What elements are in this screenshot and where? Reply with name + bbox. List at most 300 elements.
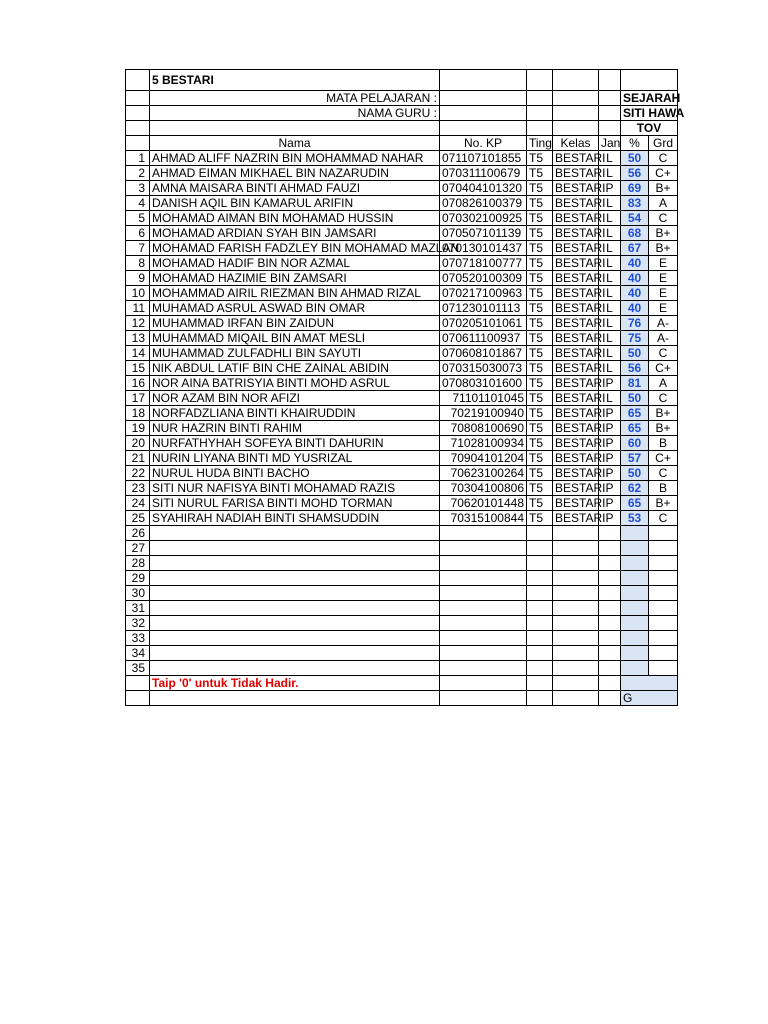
student-percent[interactable]: 65 bbox=[621, 496, 649, 511]
student-jantina[interactable]: P bbox=[599, 406, 621, 421]
student-jantina[interactable]: P bbox=[599, 451, 621, 466]
student-name[interactable]: SITI NURUL FARISA BINTI MOHD TORMAN bbox=[150, 496, 440, 511]
student-kp[interactable]: 070803101600 bbox=[440, 376, 527, 391]
student-kp[interactable]: 070718100777 bbox=[440, 256, 527, 271]
percent-cell[interactable] bbox=[621, 526, 649, 541]
student-kelas[interactable]: BESTARI bbox=[553, 406, 599, 421]
student-kp[interactable]: 070404101320 bbox=[440, 181, 527, 196]
student-name[interactable]: MUHAMMAD ZULFADHLI BIN SAYUTI bbox=[150, 346, 440, 361]
teacher-value[interactable]: SITI HAWA bbox=[621, 106, 678, 121]
student-jantina[interactable]: L bbox=[599, 166, 621, 181]
percent-cell[interactable] bbox=[621, 646, 649, 661]
student-percent[interactable]: 40 bbox=[621, 286, 649, 301]
cell[interactable] bbox=[599, 70, 621, 91]
student-jantina[interactable]: L bbox=[599, 211, 621, 226]
student-kp[interactable]: 070315030073 bbox=[440, 361, 527, 376]
cell[interactable] bbox=[553, 646, 599, 661]
student-name[interactable]: AHMAD EIMAN MIKHAEL BIN NAZARUDIN bbox=[150, 166, 440, 181]
student-percent[interactable]: 60 bbox=[621, 436, 649, 451]
student-name[interactable]: MOHAMAD HAZIMIE BIN ZAMSARI bbox=[150, 271, 440, 286]
student-jantina[interactable]: L bbox=[599, 196, 621, 211]
student-ting[interactable]: T5 bbox=[527, 346, 553, 361]
student-percent[interactable]: 50 bbox=[621, 391, 649, 406]
student-jantina[interactable]: L bbox=[599, 391, 621, 406]
cell[interactable] bbox=[599, 106, 621, 121]
student-name[interactable]: NURFATHYHAH SOFEYA BINTI DAHURIN bbox=[150, 436, 440, 451]
student-jantina[interactable]: L bbox=[599, 286, 621, 301]
student-grade[interactable]: B+ bbox=[649, 181, 678, 196]
percent-cell[interactable] bbox=[621, 601, 649, 616]
class-title[interactable]: 5 BESTARI bbox=[150, 70, 440, 91]
cell[interactable] bbox=[150, 571, 440, 586]
student-grade[interactable]: C+ bbox=[649, 361, 678, 376]
cell[interactable] bbox=[440, 91, 527, 106]
student-kelas[interactable]: BESTARI bbox=[553, 196, 599, 211]
student-kelas[interactable]: BESTARI bbox=[553, 376, 599, 391]
student-jantina[interactable]: P bbox=[599, 496, 621, 511]
student-percent[interactable]: 50 bbox=[621, 151, 649, 166]
grade-cell[interactable] bbox=[649, 571, 678, 586]
cell[interactable] bbox=[440, 106, 527, 121]
cell[interactable] bbox=[553, 541, 599, 556]
cell[interactable] bbox=[527, 616, 553, 631]
student-grade[interactable]: B bbox=[649, 436, 678, 451]
student-percent[interactable]: 56 bbox=[621, 166, 649, 181]
percent-cell[interactable] bbox=[621, 541, 649, 556]
cell[interactable] bbox=[440, 676, 527, 691]
student-grade[interactable]: B+ bbox=[649, 421, 678, 436]
row-number: 6 bbox=[126, 226, 150, 241]
row-number: 30 bbox=[126, 586, 150, 601]
student-percent[interactable]: 75 bbox=[621, 331, 649, 346]
student-kelas[interactable]: BESTARI bbox=[553, 241, 599, 256]
student-name[interactable]: SYAHIRAH NADIAH BINTI SHAMSUDDIN bbox=[150, 511, 440, 526]
student-name[interactable]: MOHAMAD ARDIAN SYAH BIN JAMSARI bbox=[150, 226, 440, 241]
cell[interactable] bbox=[527, 646, 553, 661]
student-kp[interactable]: 71028100934 bbox=[440, 436, 527, 451]
student-kp[interactable]: 070217100963 bbox=[440, 286, 527, 301]
student-grade[interactable]: B bbox=[649, 481, 678, 496]
student-percent[interactable]: 67 bbox=[621, 241, 649, 256]
cell[interactable] bbox=[150, 556, 440, 571]
cell[interactable] bbox=[599, 616, 621, 631]
row-number: 2 bbox=[126, 166, 150, 181]
student-kp[interactable]: 70219100940 bbox=[440, 406, 527, 421]
student-jantina[interactable]: L bbox=[599, 271, 621, 286]
percent-cell[interactable] bbox=[621, 616, 649, 631]
student-kp[interactable]: 070520100309 bbox=[440, 271, 527, 286]
student-name[interactable]: NIK ABDUL LATIF BIN CHE ZAINAL ABIDIN bbox=[150, 361, 440, 376]
student-percent[interactable]: 57 bbox=[621, 451, 649, 466]
cell[interactable] bbox=[440, 616, 527, 631]
student-kp[interactable]: 070826100379 bbox=[440, 196, 527, 211]
percent-cell[interactable] bbox=[621, 661, 649, 676]
student-grade[interactable]: E bbox=[649, 301, 678, 316]
cell[interactable] bbox=[553, 616, 599, 631]
table-row bbox=[126, 241, 678, 256]
student-percent[interactable]: 65 bbox=[621, 421, 649, 436]
student-name[interactable]: AHMAD ALIFF NAZRIN BIN MOHAMMAD NAHAR bbox=[150, 151, 440, 166]
footer-row bbox=[126, 691, 678, 706]
mata-pelajaran-label: MATA PELAJARAN : bbox=[150, 91, 440, 106]
student-name[interactable]: MUHAMAD ASRUL ASWAD BIN OMAR bbox=[150, 301, 440, 316]
student-percent[interactable]: 50 bbox=[621, 466, 649, 481]
student-grade[interactable]: B+ bbox=[649, 226, 678, 241]
cell[interactable] bbox=[440, 526, 527, 541]
row-number: 35 bbox=[126, 661, 150, 676]
student-kelas[interactable]: BESTARI bbox=[553, 451, 599, 466]
student-ting[interactable]: T5 bbox=[527, 166, 553, 181]
grade-cell[interactable] bbox=[649, 616, 678, 631]
student-kelas[interactable]: BESTARI bbox=[553, 331, 599, 346]
cell[interactable] bbox=[150, 616, 440, 631]
student-ting[interactable]: T5 bbox=[527, 301, 553, 316]
student-kp[interactable]: 70620101448 bbox=[440, 496, 527, 511]
cell[interactable] bbox=[599, 526, 621, 541]
cell[interactable] bbox=[553, 601, 599, 616]
student-kp[interactable]: 071107101855 bbox=[440, 151, 527, 166]
student-jantina[interactable]: L bbox=[599, 301, 621, 316]
student-ting[interactable]: T5 bbox=[527, 316, 553, 331]
cell[interactable] bbox=[553, 661, 599, 676]
cell[interactable] bbox=[527, 541, 553, 556]
student-kelas[interactable]: BESTARI bbox=[553, 301, 599, 316]
percent-cell[interactable] bbox=[621, 631, 649, 646]
student-jantina[interactable]: P bbox=[599, 376, 621, 391]
cell[interactable] bbox=[527, 571, 553, 586]
student-kp[interactable]: 70623100264 bbox=[440, 466, 527, 481]
student-grade[interactable]: C bbox=[649, 511, 678, 526]
cell[interactable] bbox=[150, 541, 440, 556]
grade-cell[interactable] bbox=[649, 631, 678, 646]
student-ting[interactable]: T5 bbox=[527, 211, 553, 226]
grade-cell[interactable] bbox=[649, 556, 678, 571]
cell[interactable] bbox=[527, 121, 553, 136]
cell[interactable] bbox=[553, 631, 599, 646]
student-kelas[interactable]: BESTARI bbox=[553, 481, 599, 496]
cell[interactable] bbox=[553, 676, 599, 691]
student-grade[interactable]: B+ bbox=[649, 241, 678, 256]
grade-cell[interactable] bbox=[649, 586, 678, 601]
cell[interactable] bbox=[126, 691, 150, 706]
cell[interactable] bbox=[440, 586, 527, 601]
grade-cell[interactable] bbox=[649, 601, 678, 616]
student-name[interactable]: NORFADZLIANA BINTI KHAIRUDDIN bbox=[150, 406, 440, 421]
cell[interactable] bbox=[150, 691, 440, 706]
student-kelas[interactable]: BESTARI bbox=[553, 151, 599, 166]
table-row bbox=[126, 181, 678, 196]
student-ting[interactable]: T5 bbox=[527, 481, 553, 496]
student-ting[interactable]: T5 bbox=[527, 151, 553, 166]
cell[interactable] bbox=[599, 676, 621, 691]
student-percent[interactable]: 81 bbox=[621, 376, 649, 391]
student-kelas[interactable]: BESTARI bbox=[553, 166, 599, 181]
student-percent[interactable]: 68 bbox=[621, 226, 649, 241]
cell[interactable] bbox=[126, 70, 150, 91]
cell[interactable] bbox=[553, 70, 599, 91]
student-kelas[interactable]: BESTARI bbox=[553, 436, 599, 451]
student-ting[interactable]: T5 bbox=[527, 271, 553, 286]
student-kp[interactable]: 70315100844 bbox=[440, 511, 527, 526]
student-jantina[interactable]: P bbox=[599, 421, 621, 436]
cell[interactable] bbox=[527, 106, 553, 121]
student-kp[interactable]: 070611100937 bbox=[440, 331, 527, 346]
student-grade[interactable]: C bbox=[649, 346, 678, 361]
student-grade[interactable]: C bbox=[649, 211, 678, 226]
student-grade[interactable]: C bbox=[649, 151, 678, 166]
cell[interactable] bbox=[150, 526, 440, 541]
student-grade[interactable]: C+ bbox=[649, 166, 678, 181]
student-jantina[interactable]: P bbox=[599, 436, 621, 451]
student-ting[interactable]: T5 bbox=[527, 376, 553, 391]
cell[interactable] bbox=[527, 676, 553, 691]
table-row bbox=[126, 346, 678, 361]
student-name[interactable]: DANISH AQIL BIN KAMARUL ARIFIN bbox=[150, 196, 440, 211]
student-kp[interactable]: 070205101061 bbox=[440, 316, 527, 331]
student-jantina[interactable]: L bbox=[599, 256, 621, 271]
student-jantina[interactable]: L bbox=[599, 346, 621, 361]
grade-cell[interactable] bbox=[649, 541, 678, 556]
student-kp[interactable]: 70304100806 bbox=[440, 481, 527, 496]
student-name[interactable]: MOHAMAD AIMAN BIN MOHAMAD HUSSIN bbox=[150, 211, 440, 226]
student-kelas[interactable]: BESTARI bbox=[553, 466, 599, 481]
student-jantina[interactable]: L bbox=[599, 316, 621, 331]
student-ting[interactable]: T5 bbox=[527, 511, 553, 526]
student-kelas[interactable]: BESTARI bbox=[553, 391, 599, 406]
student-ting[interactable]: T5 bbox=[527, 256, 553, 271]
student-jantina[interactable]: P bbox=[599, 481, 621, 496]
cell[interactable] bbox=[599, 571, 621, 586]
student-name[interactable]: MOHAMAD HADIF BIN NOR AZMAL bbox=[150, 256, 440, 271]
student-name[interactable]: NOR AZAM BIN NOR AFIZI bbox=[150, 391, 440, 406]
cell[interactable] bbox=[599, 91, 621, 106]
student-percent[interactable]: 53 bbox=[621, 511, 649, 526]
student-kelas[interactable]: BESTARI bbox=[553, 361, 599, 376]
cell[interactable] bbox=[553, 691, 599, 706]
cell[interactable] bbox=[126, 91, 150, 106]
grade-cell[interactable] bbox=[649, 661, 678, 676]
student-percent[interactable]: 76 bbox=[621, 316, 649, 331]
student-grade[interactable]: A- bbox=[649, 316, 678, 331]
absent-note: Taip '0' untuk Tidak Hadir. bbox=[150, 676, 440, 691]
cell[interactable] bbox=[126, 106, 150, 121]
student-grade[interactable]: E bbox=[649, 286, 678, 301]
student-kp[interactable]: 070130101437 bbox=[440, 241, 527, 256]
student-jantina[interactable]: L bbox=[599, 151, 621, 166]
row-number: 20 bbox=[126, 436, 150, 451]
cell[interactable] bbox=[150, 121, 440, 136]
student-kp[interactable]: 071230101113 bbox=[440, 301, 527, 316]
student-kp[interactable]: 070311100679 bbox=[440, 166, 527, 181]
student-kelas[interactable]: BESTARI bbox=[553, 181, 599, 196]
table-row bbox=[126, 376, 678, 391]
student-percent[interactable]: 62 bbox=[621, 481, 649, 496]
cell[interactable] bbox=[599, 556, 621, 571]
cell[interactable] bbox=[150, 661, 440, 676]
cell[interactable] bbox=[440, 121, 527, 136]
student-name[interactable]: NURUL HUDA BINTI BACHO bbox=[150, 466, 440, 481]
student-ting[interactable]: T5 bbox=[527, 406, 553, 421]
cell[interactable] bbox=[599, 541, 621, 556]
cell[interactable] bbox=[553, 556, 599, 571]
cell[interactable] bbox=[150, 586, 440, 601]
student-ting[interactable]: T5 bbox=[527, 226, 553, 241]
tov-label: TOV bbox=[621, 121, 678, 136]
student-name[interactable]: NOR AINA BATRISYIA BINTI MOHD ASRUL bbox=[150, 376, 440, 391]
student-percent[interactable]: 56 bbox=[621, 361, 649, 376]
student-percent[interactable]: 83 bbox=[621, 196, 649, 211]
cell[interactable] bbox=[527, 526, 553, 541]
cell[interactable] bbox=[440, 571, 527, 586]
cell[interactable] bbox=[527, 556, 553, 571]
student-percent[interactable]: 40 bbox=[621, 301, 649, 316]
cell[interactable] bbox=[599, 631, 621, 646]
student-name[interactable]: AMNA MAISARA BINTI AHMAD FAUZI bbox=[150, 181, 440, 196]
student-name[interactable]: NURIN LIYANA BINTI MD YUSRIZAL bbox=[150, 451, 440, 466]
cell[interactable] bbox=[527, 70, 553, 91]
cell[interactable] bbox=[553, 526, 599, 541]
student-grade[interactable]: C+ bbox=[649, 451, 678, 466]
student-kelas[interactable]: BESTARI bbox=[553, 421, 599, 436]
cell[interactable] bbox=[527, 691, 553, 706]
cell[interactable] bbox=[440, 541, 527, 556]
student-jantina[interactable]: P bbox=[599, 466, 621, 481]
student-ting[interactable]: T5 bbox=[527, 391, 553, 406]
cell[interactable] bbox=[150, 601, 440, 616]
student-kp[interactable]: 70808100690 bbox=[440, 421, 527, 436]
student-grade[interactable]: E bbox=[649, 271, 678, 286]
student-name[interactable]: SITI NUR NAFISYA BINTI MOHAMAD RAZIS bbox=[150, 481, 440, 496]
percent-cell[interactable] bbox=[621, 556, 649, 571]
table-row bbox=[126, 466, 678, 481]
student-kelas[interactable]: BESTARI bbox=[553, 511, 599, 526]
student-name[interactable]: MOHAMAD FARISH FADZLEY BIN MOHAMAD MAZLAN bbox=[150, 241, 440, 256]
cell[interactable] bbox=[553, 91, 599, 106]
student-percent[interactable]: 65 bbox=[621, 406, 649, 421]
student-kelas[interactable]: BESTARI bbox=[553, 271, 599, 286]
student-ting[interactable]: T5 bbox=[527, 361, 553, 376]
student-ting[interactable]: T5 bbox=[527, 286, 553, 301]
cell[interactable] bbox=[527, 631, 553, 646]
cell[interactable] bbox=[527, 91, 553, 106]
student-grade[interactable]: B+ bbox=[649, 496, 678, 511]
student-kelas[interactable]: BESTARI bbox=[553, 256, 599, 271]
student-grade[interactable]: A bbox=[649, 376, 678, 391]
cell[interactable] bbox=[553, 121, 599, 136]
cell[interactable] bbox=[527, 586, 553, 601]
student-ting[interactable]: T5 bbox=[527, 421, 553, 436]
student-grade[interactable]: A bbox=[649, 196, 678, 211]
student-kelas[interactable]: BESTARI bbox=[553, 286, 599, 301]
cell[interactable] bbox=[599, 691, 621, 706]
student-name[interactable]: NUR HAZRIN BINTI RAHIM bbox=[150, 421, 440, 436]
footer-grade-cell[interactable] bbox=[621, 676, 678, 691]
student-grade[interactable]: B+ bbox=[649, 406, 678, 421]
cell[interactable] bbox=[599, 601, 621, 616]
student-ting[interactable]: T5 bbox=[527, 451, 553, 466]
student-kelas[interactable]: BESTARI bbox=[553, 211, 599, 226]
cell[interactable] bbox=[599, 661, 621, 676]
cell[interactable] bbox=[440, 556, 527, 571]
student-jantina[interactable]: P bbox=[599, 511, 621, 526]
row-number: 22 bbox=[126, 466, 150, 481]
student-name[interactable]: MUHAMMAD MIQAIL BIN AMAT MESLI bbox=[150, 331, 440, 346]
student-jantina[interactable]: L bbox=[599, 361, 621, 376]
student-kelas[interactable]: BESTARI bbox=[553, 316, 599, 331]
student-ting[interactable]: T5 bbox=[527, 436, 553, 451]
cell[interactable] bbox=[440, 646, 527, 661]
student-ting[interactable]: T5 bbox=[527, 496, 553, 511]
footer-grade-label: G bbox=[621, 691, 678, 706]
student-name[interactable]: MUHAMMAD IRFAN BIN ZAIDUN bbox=[150, 316, 440, 331]
student-kelas[interactable]: BESTARI bbox=[553, 226, 599, 241]
student-ting[interactable]: T5 bbox=[527, 466, 553, 481]
student-kp[interactable]: 71101101045 bbox=[440, 391, 527, 406]
student-ting[interactable]: T5 bbox=[527, 181, 553, 196]
student-percent[interactable]: 54 bbox=[621, 211, 649, 226]
student-percent[interactable]: 69 bbox=[621, 181, 649, 196]
student-percent[interactable]: 40 bbox=[621, 271, 649, 286]
cell[interactable] bbox=[440, 691, 527, 706]
student-ting[interactable]: T5 bbox=[527, 196, 553, 211]
cell[interactable] bbox=[126, 676, 150, 691]
percent-cell[interactable] bbox=[621, 571, 649, 586]
student-grade[interactable]: C bbox=[649, 391, 678, 406]
student-kp[interactable]: 70904101204 bbox=[440, 451, 527, 466]
student-kp[interactable]: 070302100925 bbox=[440, 211, 527, 226]
student-grade[interactable]: A- bbox=[649, 331, 678, 346]
subject-value[interactable]: SEJARAH bbox=[621, 91, 678, 106]
student-kelas[interactable]: BESTARI bbox=[553, 496, 599, 511]
student-ting[interactable]: T5 bbox=[527, 331, 553, 346]
cell[interactable] bbox=[599, 586, 621, 601]
header-kelas: Kelas bbox=[553, 136, 599, 151]
cell[interactable] bbox=[553, 571, 599, 586]
grade-cell[interactable] bbox=[649, 646, 678, 661]
student-jantina[interactable]: L bbox=[599, 226, 621, 241]
student-jantina[interactable]: P bbox=[599, 181, 621, 196]
cell[interactable] bbox=[527, 661, 553, 676]
student-grade[interactable]: C bbox=[649, 466, 678, 481]
cell[interactable] bbox=[150, 631, 440, 646]
percent-cell[interactable] bbox=[621, 586, 649, 601]
student-kp[interactable]: 070608101867 bbox=[440, 346, 527, 361]
student-kelas[interactable]: BESTARI bbox=[553, 346, 599, 361]
student-name[interactable]: MOHAMMAD AIRIL RIEZMAN BIN AHMAD RIZAL bbox=[150, 286, 440, 301]
cell[interactable] bbox=[440, 601, 527, 616]
cell[interactable] bbox=[553, 586, 599, 601]
cell[interactable] bbox=[553, 106, 599, 121]
student-percent[interactable]: 40 bbox=[621, 256, 649, 271]
cell[interactable] bbox=[126, 121, 150, 136]
cell[interactable] bbox=[440, 631, 527, 646]
student-jantina[interactable]: L bbox=[599, 241, 621, 256]
student-jantina[interactable]: L bbox=[599, 331, 621, 346]
cell[interactable] bbox=[599, 121, 621, 136]
student-ting[interactable]: T5 bbox=[527, 241, 553, 256]
grade-cell[interactable] bbox=[649, 526, 678, 541]
cell[interactable] bbox=[599, 646, 621, 661]
cell[interactable] bbox=[527, 601, 553, 616]
cell[interactable] bbox=[440, 661, 527, 676]
title-row bbox=[126, 70, 678, 91]
student-kp[interactable]: 070507101139 bbox=[440, 226, 527, 241]
cell[interactable] bbox=[621, 70, 678, 91]
student-percent[interactable]: 50 bbox=[621, 346, 649, 361]
cell[interactable] bbox=[150, 646, 440, 661]
cell[interactable] bbox=[440, 70, 527, 91]
student-grade[interactable]: E bbox=[649, 256, 678, 271]
